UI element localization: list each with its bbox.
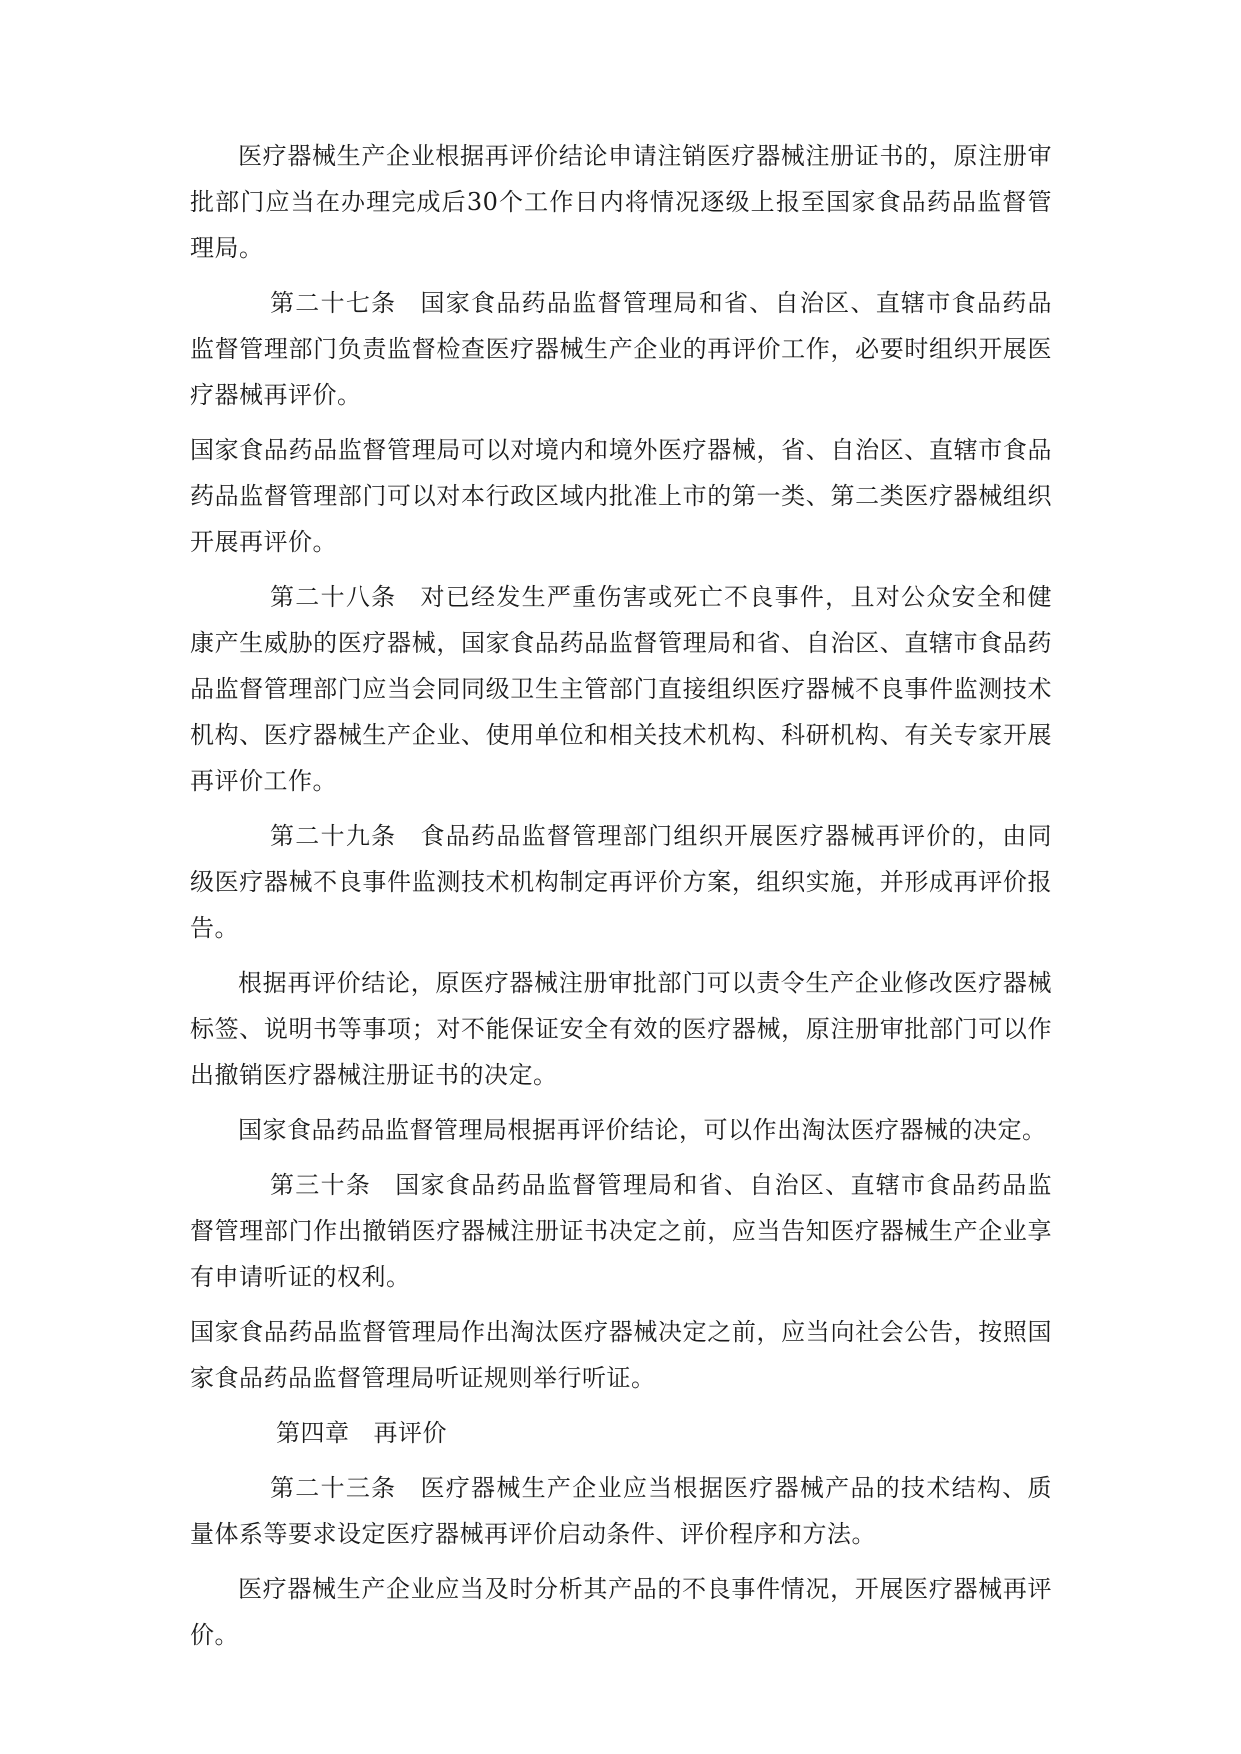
paragraph-elimination-decision: 国家食品药品监督管理局根据再评价结论，可以作出淘汰医疗器械的决定。 [238,1116,1047,1144]
article-28 [190,574,1052,804]
article-29 [190,813,1052,951]
article-29-number: 第二十九条 [270,822,397,850]
article-30-text: 国家食品药品监督管理局和省、自治区、直辖市食品药品监督管理部门作出撤销医疗器械注册证书决定之前，应当告知医疗器械生产企业享有申请听证的权利。 [190,1171,1053,1291]
paragraph-adverse-event-analysis: 医疗器械生产企业应当及时分析其产品的不良事件情况，开展医疗器械再评价。 [190,1575,1052,1649]
article-23 [190,1465,1052,1557]
article-23-text: 医疗器械生产企业应当根据医疗器械产品的技术结构、质量体系等要求设定医疗器械再评价启动条件、评价程序和方法。 [190,1474,1053,1548]
article-28-text: 对已经发生严重伤害或死亡不良事件，且对公众安全和健康产生威胁的医疗器械，国家食品药品监督管理局和省、自治区、直辖市食品药品监督管理部门应当会同同级卫生主管部门直接组织医疗器械不良事件监测技术机构、医疗器械生产企业、使用单位和相关技术机构、科研机构、有关专家开展再评价工作。 [190,583,1053,795]
document-page [190,133,1052,1667]
chapter-heading [190,1410,1052,1456]
chapter-title: 再评价 [373,1419,447,1447]
paragraph-re-evaluation-scope: 国家食品药品监督管理局可以对境内和境外医疗器械，省、自治区、直辖市食品药品监督管理部门可以对本行政区域内批准上市的第一类、第二类医疗器械组织开展再评价。 [190,436,1052,556]
article-28-number: 第二十八条 [270,583,397,611]
article-29-text: 食品药品监督管理部门组织开展医疗器械再评价的，由同级医疗器械不良事件监测技术机构制定再评价方案，组织实施，并形成再评价报告。 [190,822,1053,942]
article-27 [190,280,1052,418]
article-27-number: 第二十七条 [270,289,397,317]
article-30-number: 第三十条 [270,1171,372,1199]
chapter-number: 第四章 [276,1419,350,1447]
article-23-number: 第二十三条 [270,1474,397,1502]
article-30 [190,1162,1052,1300]
paragraph-re-evaluation-conclusion: 根据再评价结论，原医疗器械注册审批部门可以责令生产企业修改医疗器械标签、说明书等事项；对不能保证安全有效的医疗器械，原注册审批部门可以作出撤销医疗器械注册证书的决定。 [190,969,1052,1089]
paragraph-deregistration-report: 医疗器械生产企业根据再评价结论申请注销医疗器械注册证书的，原注册审批部门应当在办理完成后30个工作日内将情况逐级上报至国家食品药品监督管理局。 [190,142,1052,262]
article-27-text: 国家食品药品监督管理局和省、自治区、直辖市食品药品监督管理部门负责监督检查医疗器械生产企业的再评价工作，必要时组织开展医疗器械再评价。 [190,289,1053,409]
paragraph-public-hearing: 国家食品药品监督管理局作出淘汰医疗器械决定之前，应当向社会公告，按照国家食品药品监督管理局听证规则举行听证。 [190,1318,1052,1392]
